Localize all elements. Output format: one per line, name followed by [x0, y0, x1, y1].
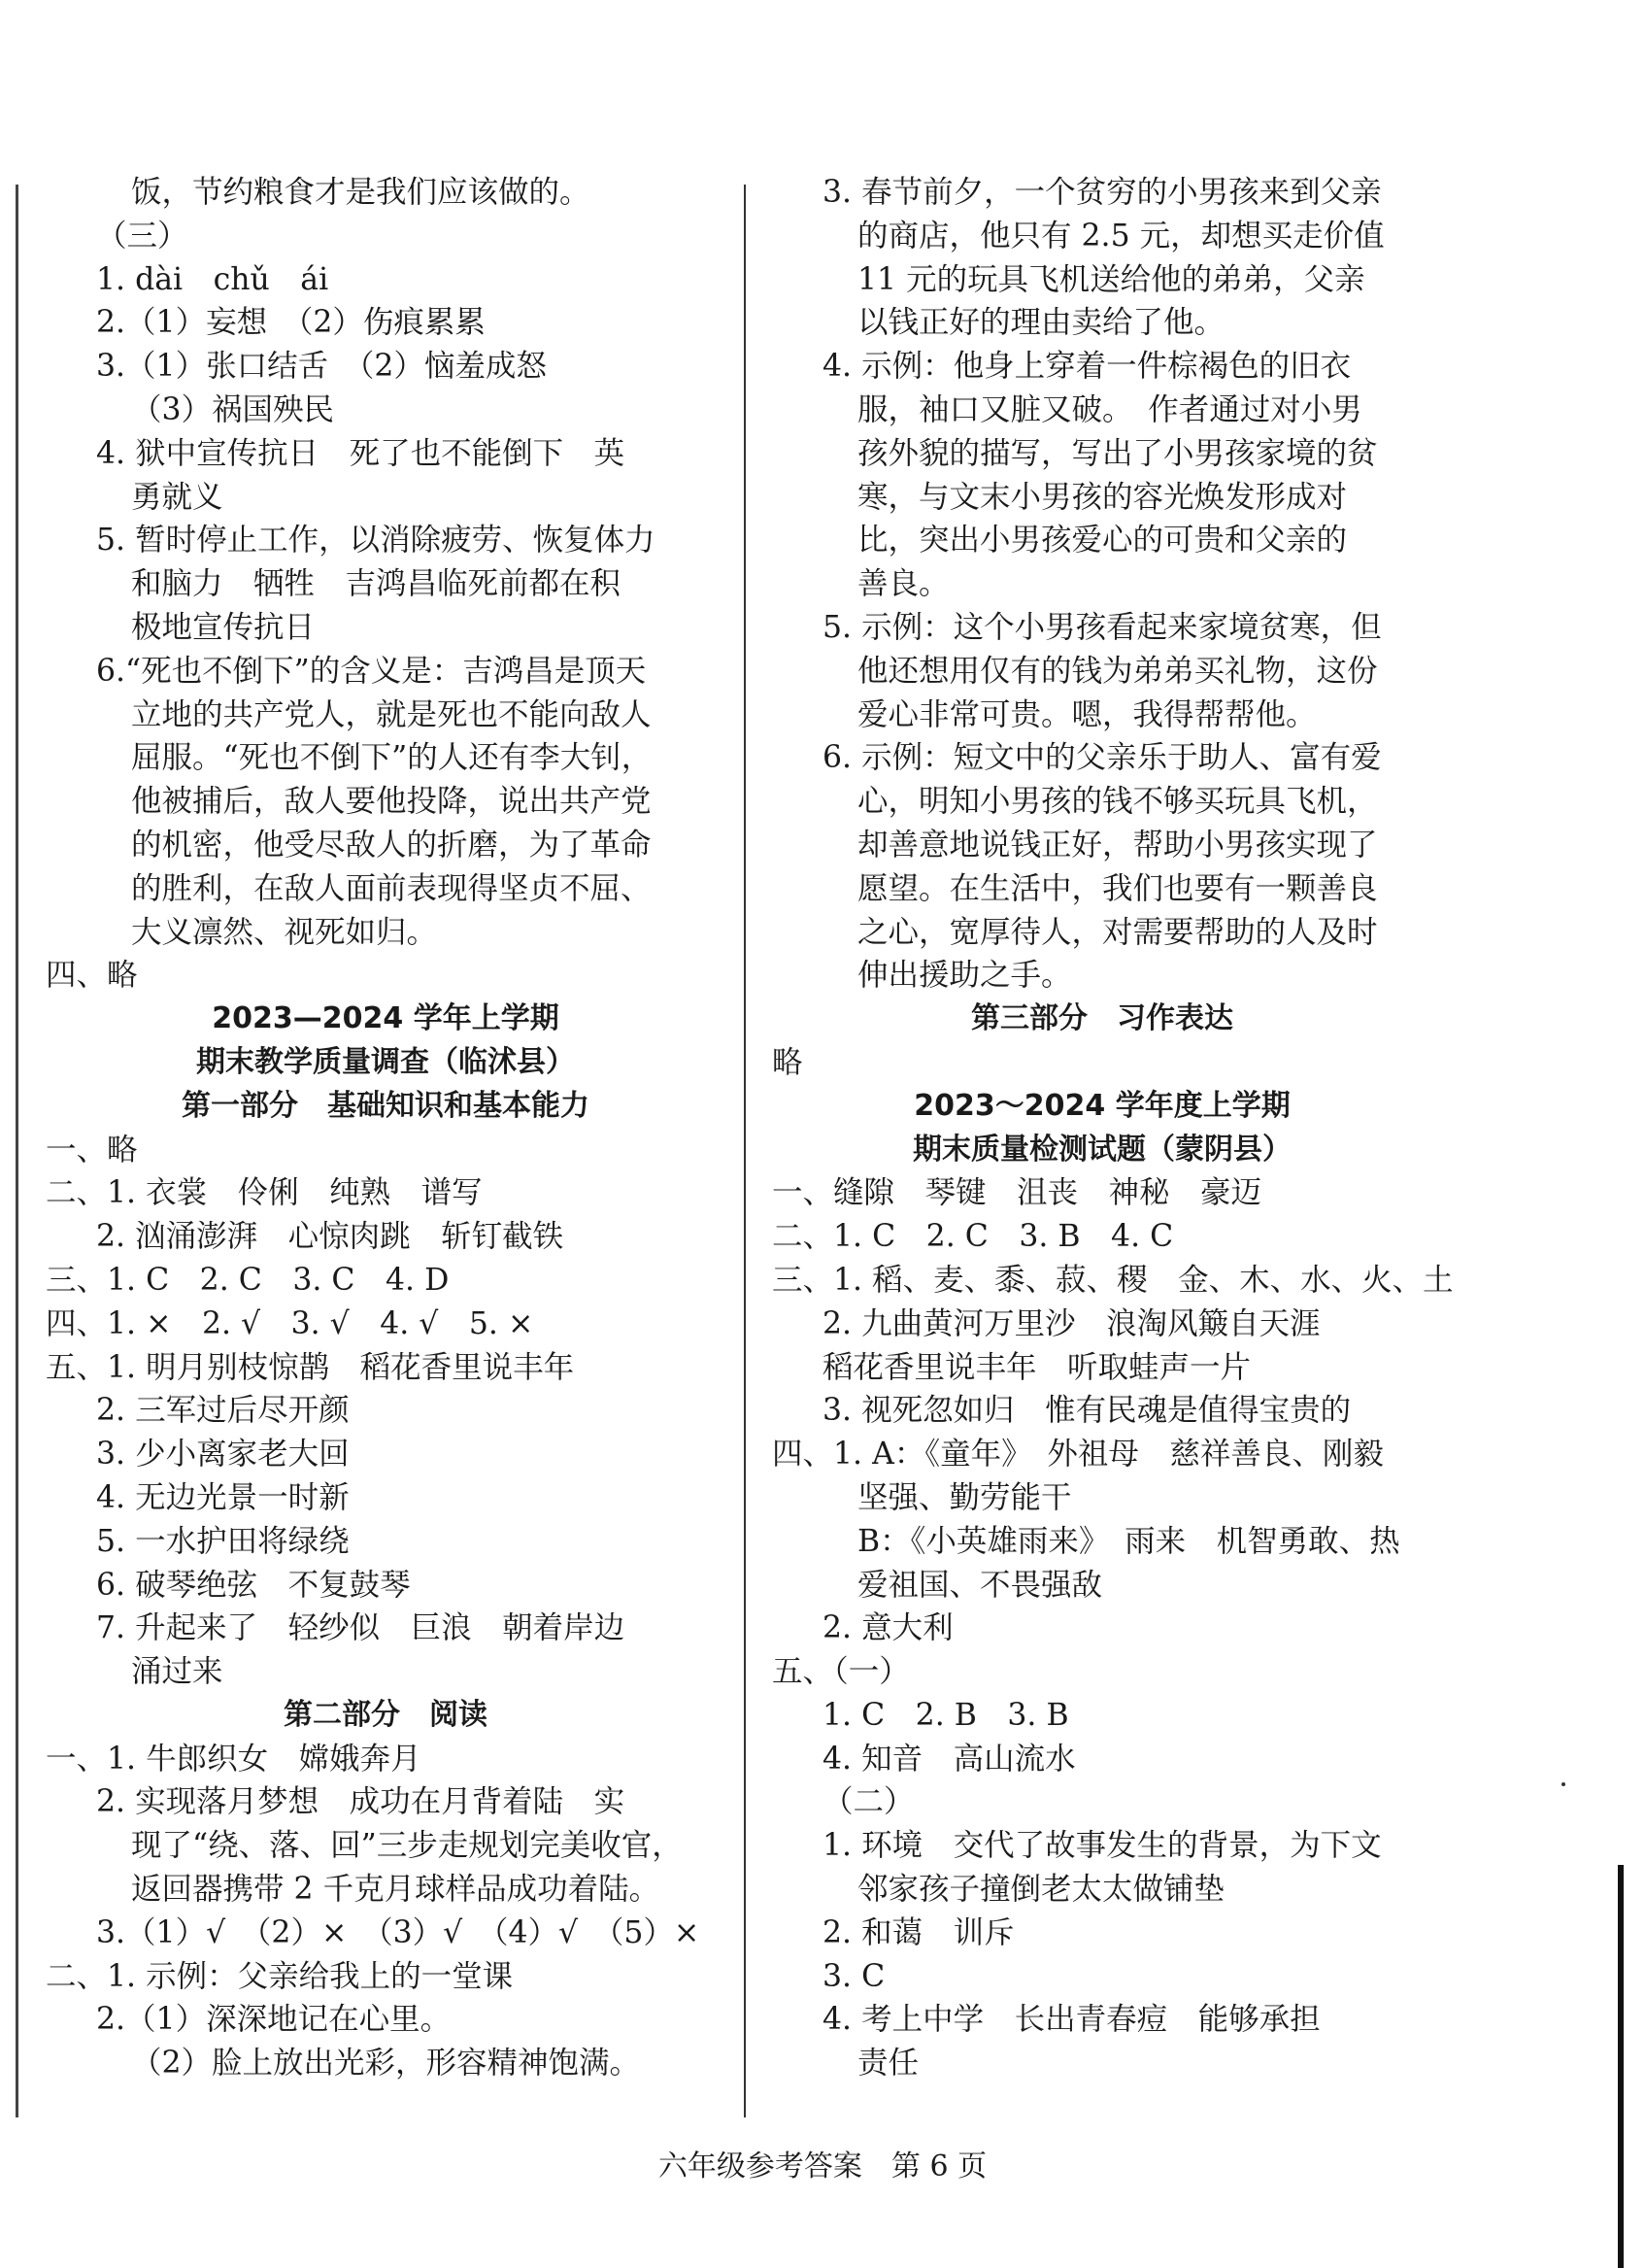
answer-line: 四、1. × 2. √ 3. √ 4. √ 5. ×	[46, 1305, 534, 1341]
answer-line: 二、1. C 2. C 3. B 4. C	[772, 1219, 1174, 1255]
answer-line: 返回器携带 2 千克月球样品成功着陆。	[131, 1872, 660, 1908]
answer-line: 比，突出小男孩爱心的可贵和父亲的	[857, 523, 1348, 559]
answer-line: 4. 知音 高山流水	[822, 1741, 1076, 1777]
answer-line: 却善意地说钱正好，帮助小男孩实现了	[857, 827, 1378, 863]
answer-line: 邻家孩子撞倒老太太做铺垫	[857, 1872, 1225, 1908]
answer-line: 爱心非常可贵。嗯，我得帮帮他。	[857, 696, 1317, 732]
answer-line: 三、1. C 2. C 3. C 4. D	[46, 1262, 450, 1298]
section-heading: 期末质量检测试题（蒙阴县）	[913, 1132, 1292, 1167]
answer-line: 6. 示例：短文中的父亲乐于助人、富有爱	[822, 740, 1382, 776]
part-heading: 第一部分 基础知识和基本能力	[182, 1088, 589, 1123]
answer-line: 4. 考上中学 长出青春痘 能够承担	[822, 2002, 1321, 2038]
answer-line: 大义凛然、视死如归。	[131, 914, 438, 950]
answer-line: 心，明知小男孩的钱不够买玩具飞机，	[857, 784, 1378, 820]
answer-line: 2. 意大利	[822, 1610, 954, 1646]
answer-line: 4. 无边光景一时新	[96, 1479, 350, 1515]
left-margin-rule	[16, 185, 18, 2117]
answer-line: 3. 少小离家老大回	[96, 1437, 350, 1473]
answer-line: 6.“死也不倒下”的含义是：吉鸿昌是顶天	[96, 653, 647, 689]
answer-line: 4. 狱中宣传抗日 死了也不能倒下 英	[96, 435, 625, 471]
answer-line: 2. 和蔼 训斥	[822, 1914, 1015, 1950]
answer-line: 3.（1）张口结舌 （2）恼羞成怒	[96, 349, 547, 385]
answer-line: 的商店，他只有 2.5 元，却想买走价值	[857, 218, 1385, 254]
answer-line: 二、1. 衣裳 伶俐 纯熟 谱写	[46, 1175, 483, 1211]
answer-line: 二、1. 示例：父亲给我上的一堂课	[46, 1958, 514, 1994]
section-heading: 2023—2024 学年上学期	[212, 1001, 559, 1036]
answer-line: 他被捕后，敌人要他投降，说出共产党	[131, 784, 652, 820]
answer-line: 1. 环境 交代了故事发生的背景，为下文	[822, 1828, 1382, 1864]
answer-line: B：《小英雄雨来》 雨来 机智勇敢、热	[857, 1523, 1400, 1559]
answer-line: （二）	[822, 1784, 915, 1820]
answer-line: 以钱正好的理由卖给了他。	[857, 305, 1225, 341]
answer-line: 一、1. 牛郎织女 嫦娥奔月	[46, 1741, 421, 1777]
answer-line: 5. 一水护田将绿绕	[96, 1523, 350, 1559]
answer-line: 3. 春节前夕，一个贫穷的小男孩来到父亲	[822, 175, 1382, 210]
scan-speck	[1561, 1782, 1565, 1786]
answer-line: 3. 视死忽如归 惟有民魂是值得宝贵的	[822, 1393, 1352, 1429]
answer-line: 稻花香里说丰年 听取蛙声一片	[822, 1349, 1252, 1385]
answer-line: 4. 示例：他身上穿着一件棕褐色的旧衣	[822, 349, 1352, 385]
answer-line: 和脑力 牺牲 吉鸿昌临死前都在积	[131, 566, 621, 602]
answer-line: 6. 破琴绝弦 不复鼓琴	[96, 1567, 411, 1603]
answer-line: （3）祸国殃民	[131, 391, 335, 427]
answer-line: 爱祖国、不畏强敌	[857, 1567, 1103, 1603]
answer-line: 略	[772, 1044, 803, 1080]
scan-edge-shadow	[1618, 1865, 1624, 2268]
answer-line: 7. 升起来了 轻纱似 巨浪 朝着岸边	[96, 1610, 625, 1646]
answer-line: 涌过来	[131, 1654, 223, 1690]
column-divider	[744, 185, 746, 2117]
answer-line: 3. C	[822, 1958, 886, 1994]
answer-line: 五、1. 明月别枝惊鹊 稻花香里说丰年	[46, 1349, 575, 1385]
answer-line: 2. 九曲黄河万里沙 浪淘风簸自天涯	[822, 1305, 1321, 1341]
answer-line: 坚强、勤劳能干	[857, 1479, 1072, 1515]
answer-line: 1. dài chǔ ái	[96, 261, 329, 297]
answer-line: 孩外貌的描写，写出了小男孩家境的贫	[857, 435, 1378, 471]
answer-line: 2. 三军过后尽开颜	[96, 1393, 350, 1429]
answer-line: 屈服。“死也不倒下”的人还有李大钊，	[131, 740, 653, 776]
answer-line: 5. 暂时停止工作，以消除疲劳、恢复体力	[96, 523, 655, 559]
answer-line: 2. 实现落月梦想 成功在月背着陆 实	[96, 1784, 625, 1820]
answer-line: （三）	[96, 218, 188, 254]
left-column	[46, 171, 725, 2085]
answer-line: 1. C 2. B 3. B	[822, 1697, 1069, 1733]
right-column	[772, 171, 1454, 2085]
answer-line: 一、略	[46, 1132, 138, 1168]
answer-line: 善良。	[857, 566, 950, 602]
answer-line: 一、缝隙 琴键 沮丧 神秘 豪迈	[772, 1175, 1262, 1211]
answer-line: 现了“绕、落、回”三步走规划完美收官，	[131, 1828, 683, 1864]
answer-line: 五、（一）	[772, 1654, 910, 1690]
answer-line: 的机密，他受尽敌人的折磨，为了革命	[131, 827, 652, 863]
answer-line: 5. 示例：这个小男孩看起来家境贫寒，但	[822, 609, 1382, 645]
answer-line: 饭，节约粮食才是我们应该做的。	[131, 175, 590, 210]
answer-line: 勇就义	[131, 479, 223, 515]
answer-line: 极地宣传抗日	[131, 609, 316, 645]
answer-line: 他还想用仅有的钱为弟弟买礼物，这份	[857, 653, 1378, 689]
answer-line: 3.（1）√ （2）× （3）√ （4）√ （5）×	[96, 1914, 700, 1950]
answer-line: 2.（1）深深地记在心里。	[96, 2002, 452, 2038]
answer-line: 四、1. A：《童年》 外祖母 慈祥善良、刚毅	[772, 1437, 1384, 1473]
section-heading: 期末教学质量调查（临沭县）	[196, 1044, 575, 1079]
answer-line: 寒，与文末小男孩的容光焕发形成对	[857, 479, 1348, 515]
section-heading: 2023～2024 学年度上学期	[914, 1088, 1291, 1123]
answer-line: 立地的共产党人，就是死也不能向敌人	[131, 696, 652, 732]
answer-line: 2. 汹涌澎湃 心惊肉跳 斩钉截铁	[96, 1219, 564, 1255]
answer-line: 四、略	[46, 958, 138, 994]
answer-line: 愿望。在生活中，我们也要有一颗善良	[857, 870, 1378, 906]
answer-line: （2）脸上放出光彩，形容精神饱满。	[131, 2046, 641, 2082]
answer-line: 伸出援助之手。	[857, 958, 1072, 994]
part-heading: 第二部分 阅读	[284, 1697, 487, 1732]
answer-line: 11 元的玩具飞机送给他的弟弟，父亲	[857, 261, 1365, 297]
answer-line: 之心，宽厚待人，对需要帮助的人及时	[857, 914, 1378, 950]
answer-line: 2.（1）妄想 （2）伤痕累累	[96, 305, 486, 341]
answer-line: 服，袖口又脏又破。 作者通过对小男	[857, 391, 1362, 427]
page-footer: 六年级参考答案 第 6 页	[657, 2150, 988, 2183]
answer-line: 三、1. 稻、麦、黍、菽、稷 金、木、水、火、土	[772, 1262, 1454, 1298]
part-heading: 第三部分 习作表达	[971, 1001, 1233, 1036]
answer-line: 的胜利，在敌人面前表现得坚贞不屈、	[131, 870, 652, 906]
answer-line: 责任	[857, 2046, 920, 2082]
